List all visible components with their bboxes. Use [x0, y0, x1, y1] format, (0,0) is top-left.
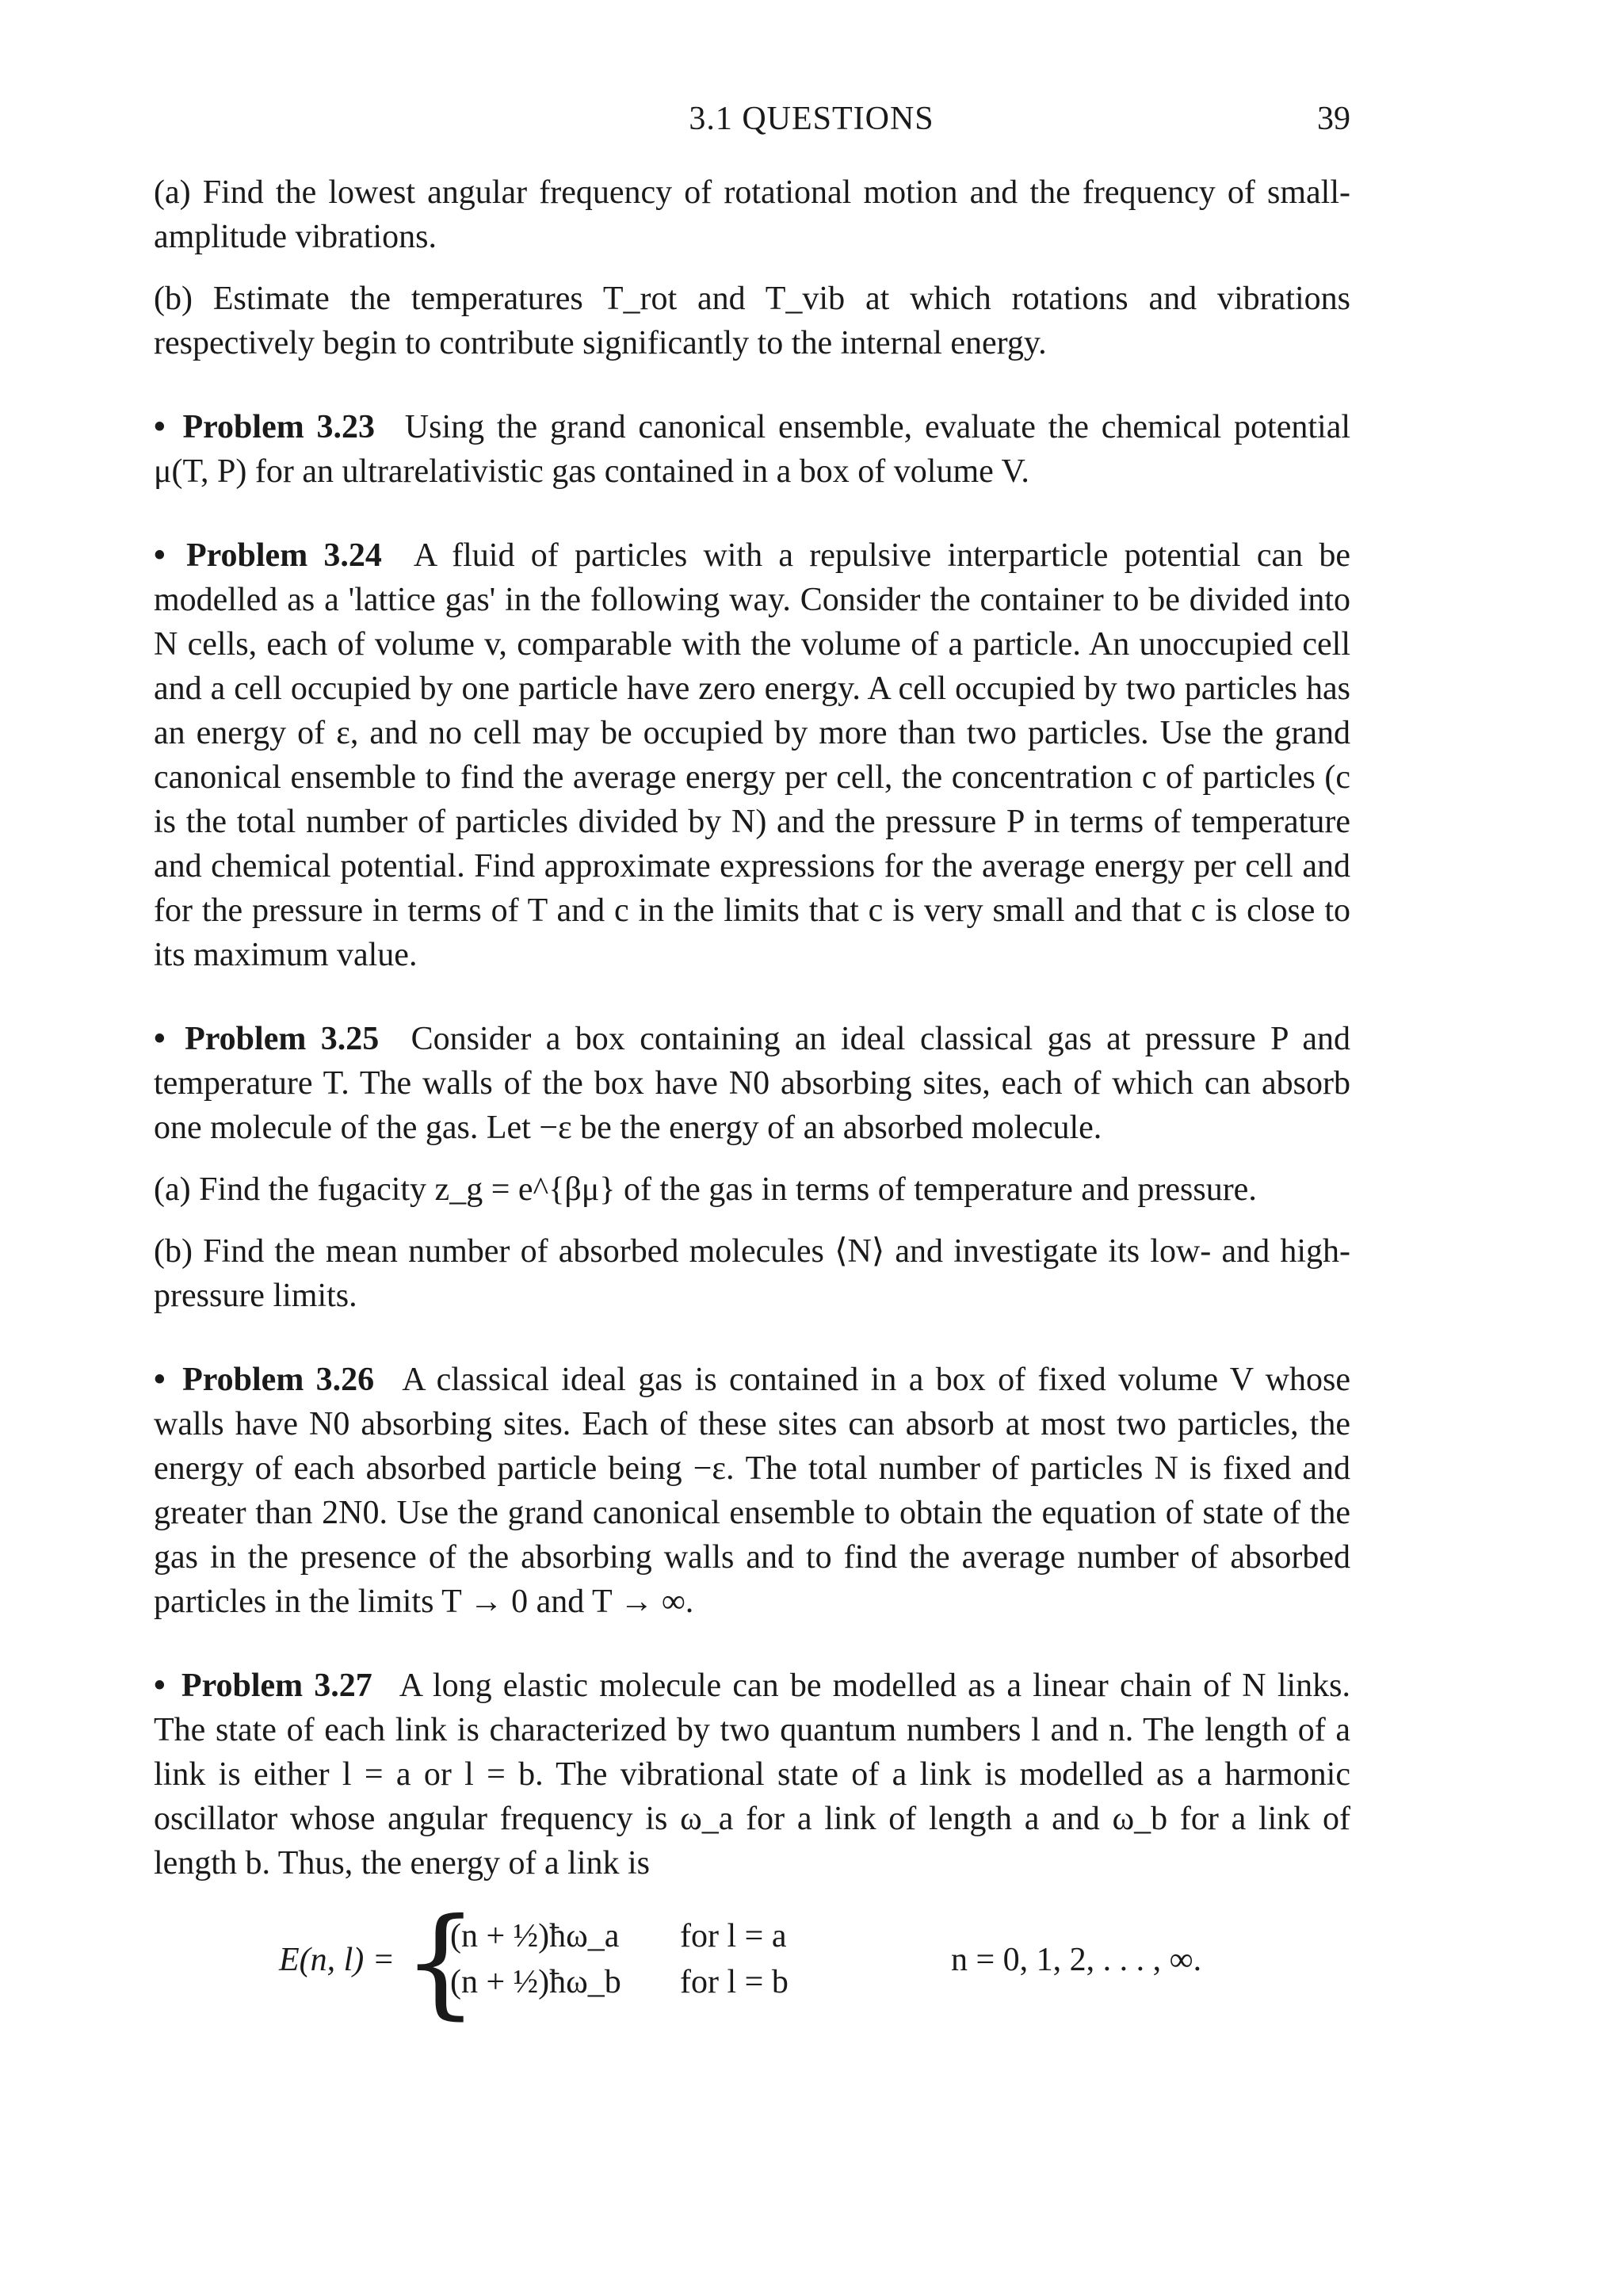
- part-a: (a) Find the lowest angular frequency of rotational motion and the frequency of small-amplitude vibrations.: [154, 174, 1350, 255]
- problem-3-24: [154, 533, 1350, 977]
- page-number: 39: [1317, 101, 1350, 137]
- problem-text: Consider a box containing an ideal classical gas at pressure P and temperature T. The walls of the box have N0 absorbing sites, each of which can absorb one molecule of the gas. Let −ε be the energy of an absorbed molecule.: [154, 1021, 1351, 1146]
- problem-3-26: [154, 1358, 1350, 1624]
- problem-text: A fluid of particles with a repulsive interparticle potential can be modelled as a 'lattice gas' in the following way. Consider the container to be divided into N cells, each of volume v, comparable with the volume of a particle. An unoccupied cell and a cell occupied by one particle have zero energy. A cell occupied by two particles has an energy of ε, and no cell may be occupied by more than two particles. Use the grand canonical ensemble to find the average energy per cell, the concentration c of particles (c is the total number of particles divided by N) and the pressure P in terms of temperature and chemical potential. Find approximate expressions for the average energy per cell and for the pressure in terms of T and c in the limits that c is very small and that c is close to its maximum value.: [154, 537, 1351, 973]
- problem-text: A classical ideal gas is contained in a box of fixed volume V whose walls have N0 absorbing sites. Each of these sites can absorb at most two particles, the energy of each absorbed particle being −ε. The total number of particles N is fixed and greater than 2N0. Use the grand canonical ensemble to obtain the equation of state of the gas in the presence of the absorbing walls and to find the average number of absorbed particles in the limits T → 0 and T → ∞.: [154, 1362, 1351, 1620]
- problem-label: Problem 3.24: [185, 537, 382, 574]
- problem-label: Problem 3.26: [182, 1362, 375, 1398]
- equation-case-a: (n + ½)ħω_a: [450, 1918, 620, 1954]
- equation-lhs: E(n, l) =: [279, 1942, 395, 1978]
- problem-text: A long elastic molecule can be modelled as a linear chain of N links. The state of each link is characterized by two quantum numbers l and n. The length of a link is either l = a or l = b. The vibrational state of a link is modelled as a harmonic oscillator whose angular frequency is ω_a for a link of length a and ω_b for a link of length b. Thus, the energy of a link is: [154, 1668, 1351, 1881]
- problem-3-23: [154, 405, 1350, 494]
- energy-equation: [154, 1893, 1350, 2031]
- problem-label: Problem 3.27: [181, 1668, 372, 1704]
- equation-range: n = 0, 1, 2, . . . , ∞.: [951, 1942, 1202, 1978]
- problem-3-27: [154, 1664, 1350, 1885]
- part-b: (b) Estimate the temperatures T_rot and T_vib at which rotations and vibrations respectively begin to contribute significantly to the internal energy.: [154, 281, 1350, 361]
- page-body: [154, 170, 1351, 2031]
- bullet-icon: •: [154, 1668, 166, 1704]
- equation-case-b: (n + ½)ħω_b: [450, 1964, 621, 2000]
- left-brace-icon: {: [403, 1893, 479, 2031]
- equation-condition-b: for l = b: [680, 1964, 789, 2000]
- problem-text: Using the grand canonical ensemble, evaluate the chemical potential μ(T, P) for an ultrarelativistic gas contained in a box of volume V.: [154, 409, 1351, 490]
- problem-3-25: [154, 1017, 1350, 1150]
- problem-label: Problem 3.23: [182, 409, 375, 445]
- bullet-icon: •: [154, 1362, 166, 1398]
- bullet-icon: •: [154, 1021, 166, 1057]
- problem-3-25-part-a: (a) Find the fugacity z_g = e^{βμ} of the gas in terms of temperature and pressure.: [154, 1171, 1257, 1208]
- problem-label: Problem 3.25: [185, 1021, 380, 1057]
- problem-3-25-part-b: (b) Find the mean number of absorbed molecules ⟨N⟩ and investigate its low- and high-pressure limits.: [154, 1233, 1350, 1314]
- equation-condition-a: for l = a: [680, 1918, 787, 1954]
- running-head: [0, 91, 1623, 147]
- section-title: 3.1 QUESTIONS: [689, 101, 934, 137]
- bullet-icon: •: [154, 537, 166, 574]
- bullet-icon: •: [154, 409, 166, 445]
